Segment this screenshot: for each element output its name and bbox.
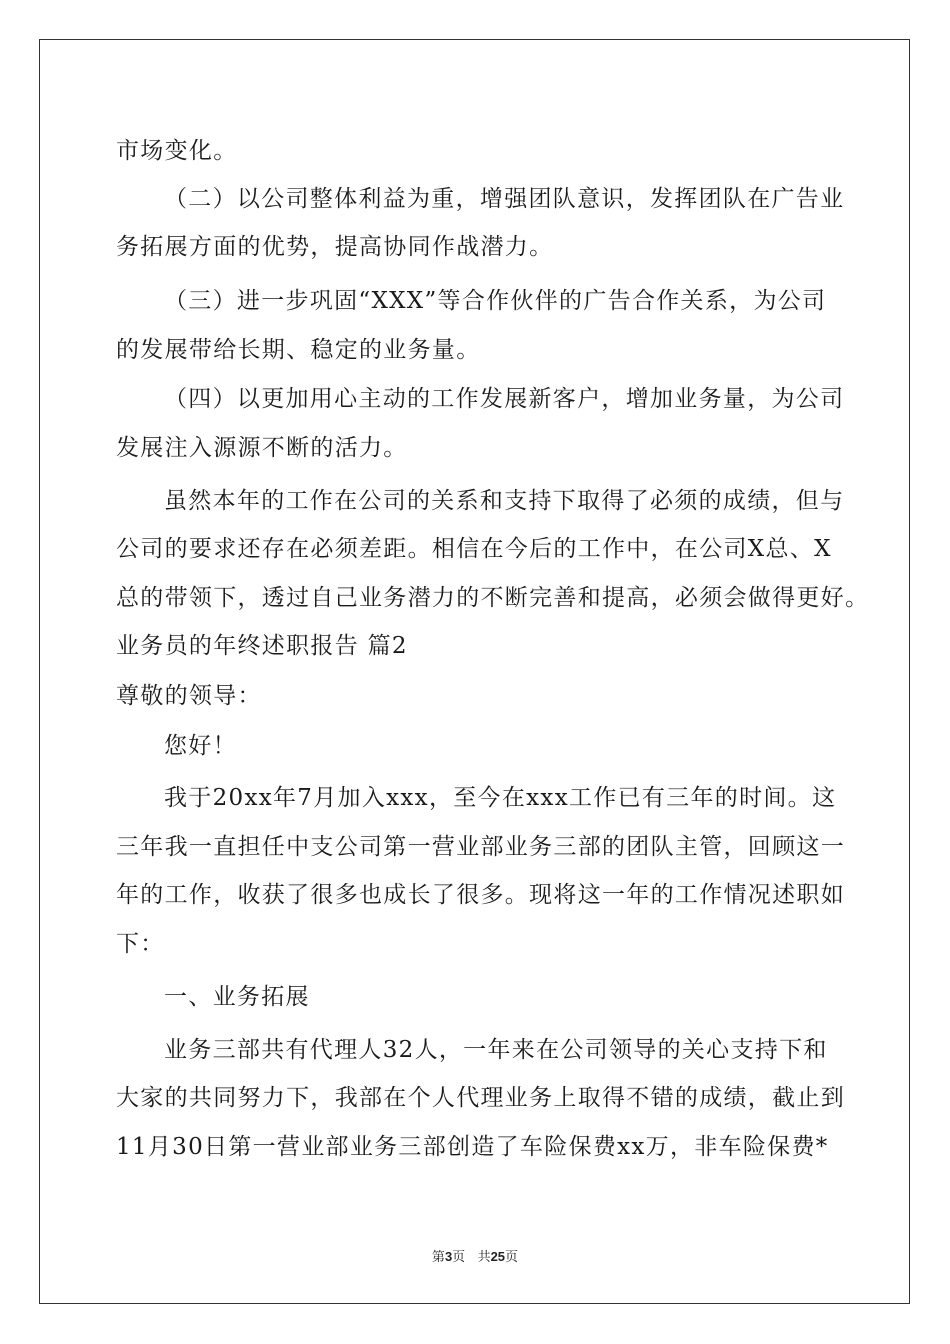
text-line: 务拓展方面的优势，提高协同作战潜力。	[116, 234, 554, 260]
text-line: 虽然本年的工作在公司的关系和支持下取得了必须的成绩，但与	[164, 488, 845, 514]
total-page-count: 25	[490, 1249, 506, 1264]
greeting: 您好！	[164, 733, 237, 759]
text-line: 公司的要求还存在必须差距。相信在今后的工作中，在公司X总、X	[116, 536, 832, 562]
text-line: 我于20xx年7月加入xxx，至今在xxx工作已有三年的时间。这	[164, 785, 837, 811]
current-page-number: 3	[444, 1249, 453, 1264]
footer-prefix: 第	[431, 1250, 445, 1265]
text-line: 的发展带给长期、稳定的业务量。	[116, 337, 481, 363]
text-line: （三）进一步巩固“XXX”等合作伙伴的广告合作关系，为公司	[164, 288, 827, 314]
text-line: 总的带领下，透过自己业务潜力的不断完善和提高，必须会做得更好。	[116, 585, 870, 611]
text-line: 发展注入源源不断的活力。	[116, 435, 408, 461]
text-line: 下：	[116, 931, 165, 957]
text-line: （四）以更加用心主动的工作发展新客户，增加业务量，为公司	[164, 386, 845, 412]
footer-mid: 页 共	[452, 1250, 491, 1265]
text-line: 年的工作，收获了很多也成长了很多。现将这一年的工作情况述职如	[116, 882, 845, 908]
subsection-heading: 一、业务拓展	[164, 984, 310, 1010]
text-line: 大家的共同努力下，我部在个人代理业务上取得不错的成绩，截止到	[116, 1085, 845, 1111]
text-line: 业务三部共有代理人32人，一年来在公司领导的关心支持下和	[164, 1037, 828, 1063]
text-line: 市场变化。	[116, 138, 238, 164]
text-line: 三年我一直担任中支公司第一营业部业务三部的团队主管，回顾这一	[116, 834, 845, 860]
page-footer	[0, 1246, 950, 1265]
text-line: 11月30日第一营业部业务三部创造了车险保费xx万，非车险保费*	[116, 1134, 829, 1160]
salutation: 尊敬的领导：	[116, 683, 262, 709]
footer-suffix: 页	[505, 1250, 519, 1265]
section-heading: 业务员的年终述职报告 篇2	[116, 633, 408, 659]
text-line: （二）以公司整体利益为重，增强团队意识，发挥团队在广告业	[164, 186, 845, 212]
